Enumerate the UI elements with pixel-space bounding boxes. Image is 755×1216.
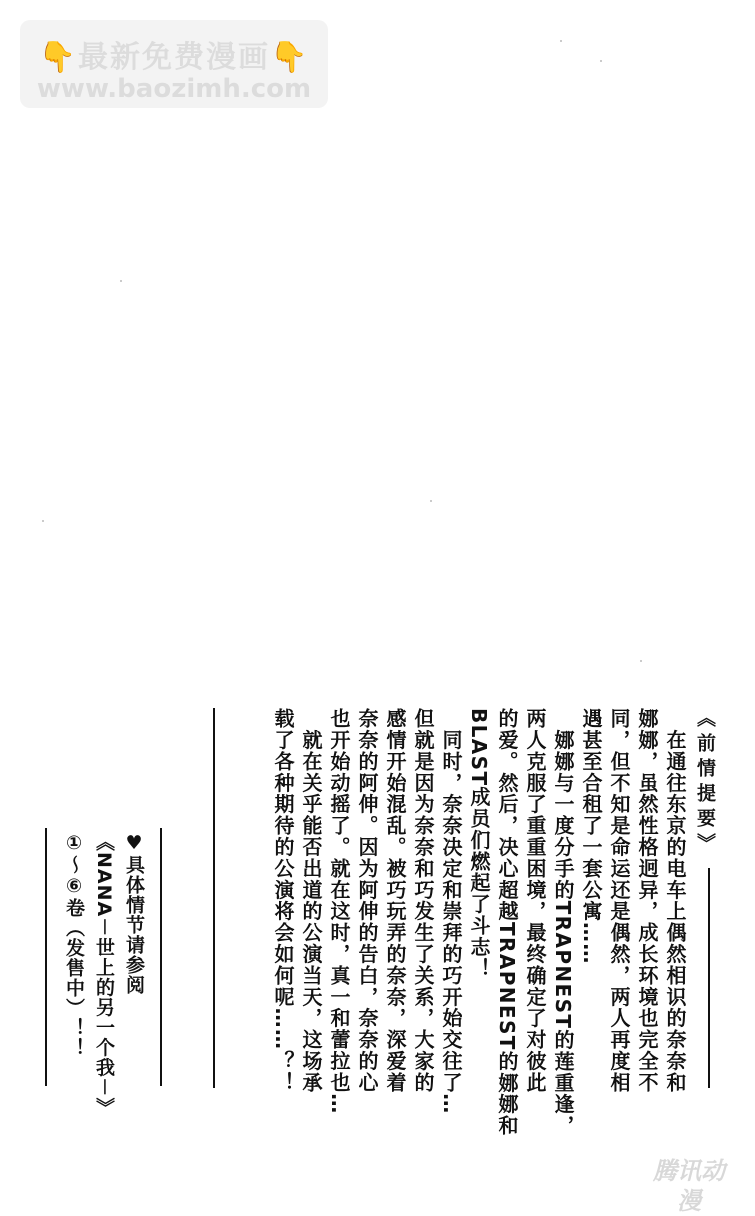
- pointing-down-hand-icon: 👇: [270, 40, 310, 75]
- summary-line-14: 就在关乎能否出道的公演当天，这场承: [299, 708, 323, 1094]
- summary-line-11: 感情开始混乱。被巧玩弄的奈奈，深爱着: [383, 708, 407, 1094]
- watermark-title: [20, 32, 328, 76]
- scan-speck: [42, 520, 44, 522]
- scan-speck: [560, 40, 562, 42]
- summary-line-7: 的爱。然后，决心超越TRAPNEST的娜娜和: [495, 708, 519, 1137]
- note-line-1: ♥具体情节请参阅: [123, 832, 145, 995]
- pointing-down-hand-icon: 👇: [38, 40, 78, 75]
- publisher-logo: 腾讯动漫: [653, 1157, 725, 1215]
- summary-line-9: 同时，奈奈决定和崇拜的巧开始交往了…: [439, 708, 463, 1115]
- summary-line-1: 在通往东京的电车上偶然相识的奈奈和: [663, 708, 687, 1094]
- summary-line-12: 奈奈的阿伸。因为阿伸的告白，奈奈的心: [355, 708, 379, 1094]
- summary-line-15: 载了各种期待的公演将会如何呢……？！: [271, 708, 295, 1094]
- summary-left-rule: [213, 708, 215, 1088]
- summary-line-3: 同，但不知是命运还是偶然，两人再度相: [607, 708, 631, 1094]
- summary-line-2: 娜娜，虽然性格迥异，成长环境也完全不: [635, 708, 659, 1094]
- summary-right-rule: [708, 868, 710, 1088]
- scan-speck: [600, 60, 602, 62]
- summary-heading: 《前情提要》: [694, 708, 716, 858]
- scan-speck: [430, 500, 432, 502]
- watermark: [20, 20, 328, 108]
- watermark-url: www.baozimh.com: [36, 74, 312, 104]
- note-left-rule: [45, 828, 47, 1086]
- note-right-rule: [160, 828, 162, 1086]
- scan-speck: [120, 280, 122, 282]
- note-line-3: ①～⑥卷（发售中）！！: [63, 832, 85, 1058]
- summary-line-4: 遇甚至合租了一套公寓……: [579, 708, 603, 965]
- summary-line-8: BLAST成员们燃起了斗志！: [467, 708, 491, 980]
- summary-line-5: 娜娜与一度分手的TRAPNEST的莲重逢，: [551, 708, 575, 1137]
- watermark-line1: 最新免费漫画: [78, 40, 270, 75]
- scan-speck: [640, 660, 642, 662]
- summary-line-13: 也开始动摇了。就在这时，真一和蕾拉也…: [327, 708, 351, 1115]
- summary-line-10: 但就是因为奈奈和巧发生了关系，大家的: [411, 708, 435, 1094]
- summary-line-6: 两人克服了重重困境，最终确定了对彼此: [523, 708, 547, 1094]
- note-line-2: 《NANA－世上的另一个我－》: [93, 832, 115, 1118]
